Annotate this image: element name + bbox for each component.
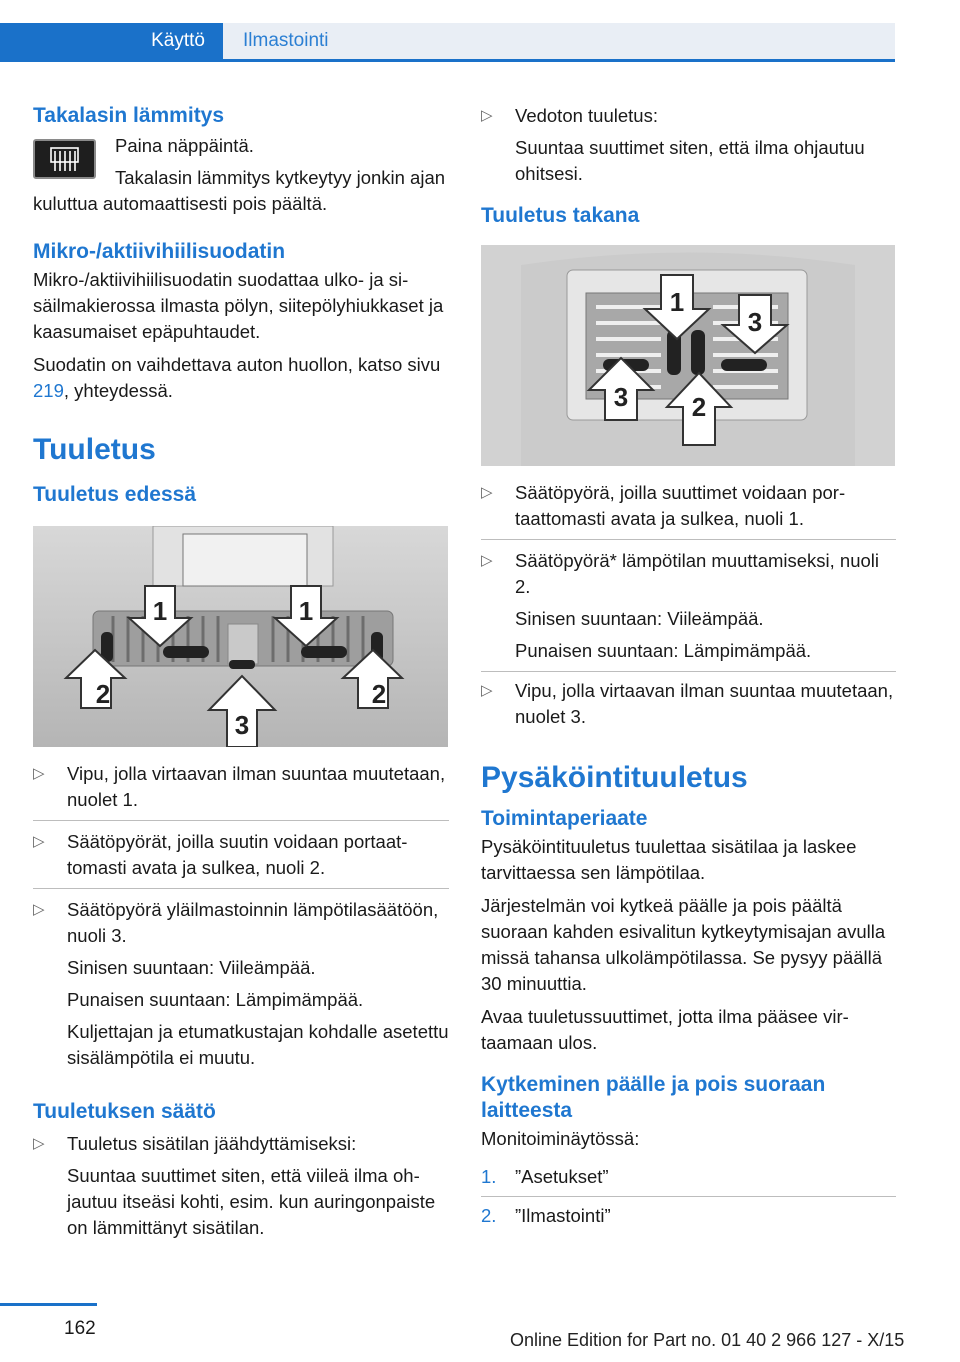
switch-intro: Monitoiminäytössä: (481, 1128, 640, 1149)
heading-parking-ventilation: Pysäköintituuletus (481, 761, 748, 794)
draft-free-bullet: ▷ Vedoton tuuletus: (481, 105, 658, 126)
tab-ilmastointi[interactable]: Ilmastointi (223, 23, 895, 59)
draft-free-sub: Suuntaa suuttimet siten, että ilma ohjautuu ohitsesi. (515, 137, 865, 184)
heading-rear-window-heating: Takalasin lämmitys (33, 104, 225, 127)
adjust-bullet: ▷ Tuuletus sisätilan jäähdyttämiseksi: (33, 1133, 357, 1154)
filter-service-note: Suodatin on vaihdettava auton huollon, katso sivu 219, yhteydessä. (33, 354, 441, 401)
adjust-sub: Suuntaa suuttimet siten, että viileä ilma ohjautuu itseäsi kohti, esim. kun auringonpaiste on lämmittänyt sisätilan. (67, 1165, 436, 1238)
rear-callout-3-left: 3 (613, 382, 629, 412)
front-callout-2-right: 2 (371, 679, 387, 709)
front-bullet-3: ▷ Säätöpyörä yläilmastoinnin lämpötilasäätöön, nuoli 3. (33, 899, 439, 946)
step-1: 1. ”Asetukset” (481, 1164, 896, 1197)
right-column (481, 103, 896, 1235)
rear-bullet-2: ▷ Säätöpyörä* lämpötilan muuttamiseksi, nuoli 2. (481, 550, 880, 597)
heading-principle: Toimintaperiaate (481, 807, 648, 830)
page-link-219[interactable]: 219 (33, 380, 64, 401)
rear-bullet-3: ▷ Vipu, jolla virtaavan ilman suuntaa muutetaan, nuolet 3. (481, 680, 894, 727)
edition-note: Online Edition for Part no. 01 40 2 966 127 - X/15 (510, 1330, 905, 1350)
rear-sub-red: Punaisen suuntaan: Lämpimämpää. (481, 638, 896, 672)
header-rule (0, 59, 895, 62)
tab-kaytto[interactable]: Käyttö (0, 23, 223, 59)
left-column (33, 103, 449, 1247)
rear-callout-2: 2 (691, 392, 707, 422)
front-sub-blue: Sinisen suuntaan: Viileämpää. (67, 957, 316, 978)
front-sub-note: Kuljettajan ja etumatkustajan kohdalle asetettu sisälämpötila ei muutu. (67, 1021, 449, 1068)
header-bar (0, 23, 895, 63)
rear-defrost-button-icon (33, 139, 96, 179)
rear-vents-image (481, 245, 895, 466)
rear-callout-3-right: 3 (747, 307, 763, 337)
front-callout-1-right: 1 (298, 596, 314, 626)
rear-bullet-1: ▷ Säätöpyörä, joilla suuttimet voidaan portaattomasti avata ja sulkea, nuoli 1. (481, 480, 896, 540)
step-2: 2. ”Ilmastointi” (481, 1205, 611, 1226)
rear-window-instruction: Paina näppäintä. (115, 135, 254, 156)
principle-p2: Järjestelmän voi kytkeä päälle ja pois päältä suoraan kahden esivalitun kytkeytymisajan avulla missä tahansa ulkolämpötilassa. Se pysyy päällä 30 minuuttia. (481, 895, 886, 994)
front-callout-2-left: 2 (95, 679, 111, 709)
heading-filter: Mikro-/aktiivihiilisuodatin (33, 240, 286, 263)
footer-rule (0, 1303, 97, 1306)
front-callout-1-left: 1 (152, 596, 168, 626)
rear-sub-blue: Sinisen suuntaan: Viileämpää. (515, 608, 764, 629)
filter-description: Mikro-/aktiivihiilisuodatin suodattaa ulko- ja sisäilmakierossa ilmasta pölyn, siitepölyhiukkaset ja kaasumaiset epäpuhtaudet. (33, 269, 444, 342)
heading-front-ventilation: Tuuletus edessä (33, 483, 196, 506)
page-number: 162 (64, 1318, 96, 1339)
heading-rear-ventilation: Tuuletus takana (481, 204, 640, 227)
front-bullet-2: ▷ Säätöpyörät, joilla suutin voidaan portaattomasti avata ja sulkea, nuoli 2. (33, 829, 449, 889)
rear-callout-1: 1 (669, 287, 685, 317)
principle-p3: Avaa tuuletussuuttimet, jotta ilma pääsee virtaamaan ulos. (481, 1006, 849, 1053)
heading-ventilation: Tuuletus (33, 433, 156, 466)
front-sub-red: Punaisen suuntaan: Lämpimämpää. (67, 989, 364, 1010)
heading-switch-directly: Kytkeminen päälle ja pois suoraan laitteesta (481, 1073, 826, 1122)
rear-window-description: Takalasin lämmitys kytkeytyy jonkin ajan kuluttua automaattisesti pois päältä. (33, 167, 446, 214)
front-callout-3: 3 (234, 710, 250, 740)
front-bullet-1: ▷ Vipu, jolla virtaavan ilman suuntaa muutetaan, nuolet 1. (33, 761, 449, 821)
heading-vent-adjust: Tuuletuksen säätö (33, 1100, 216, 1123)
front-vents-image (33, 526, 448, 747)
principle-p1: Pysäköintituuletus tuulettaa sisätilaa ja laskee tarvittaessa sen lämpötilaa. (481, 836, 857, 883)
